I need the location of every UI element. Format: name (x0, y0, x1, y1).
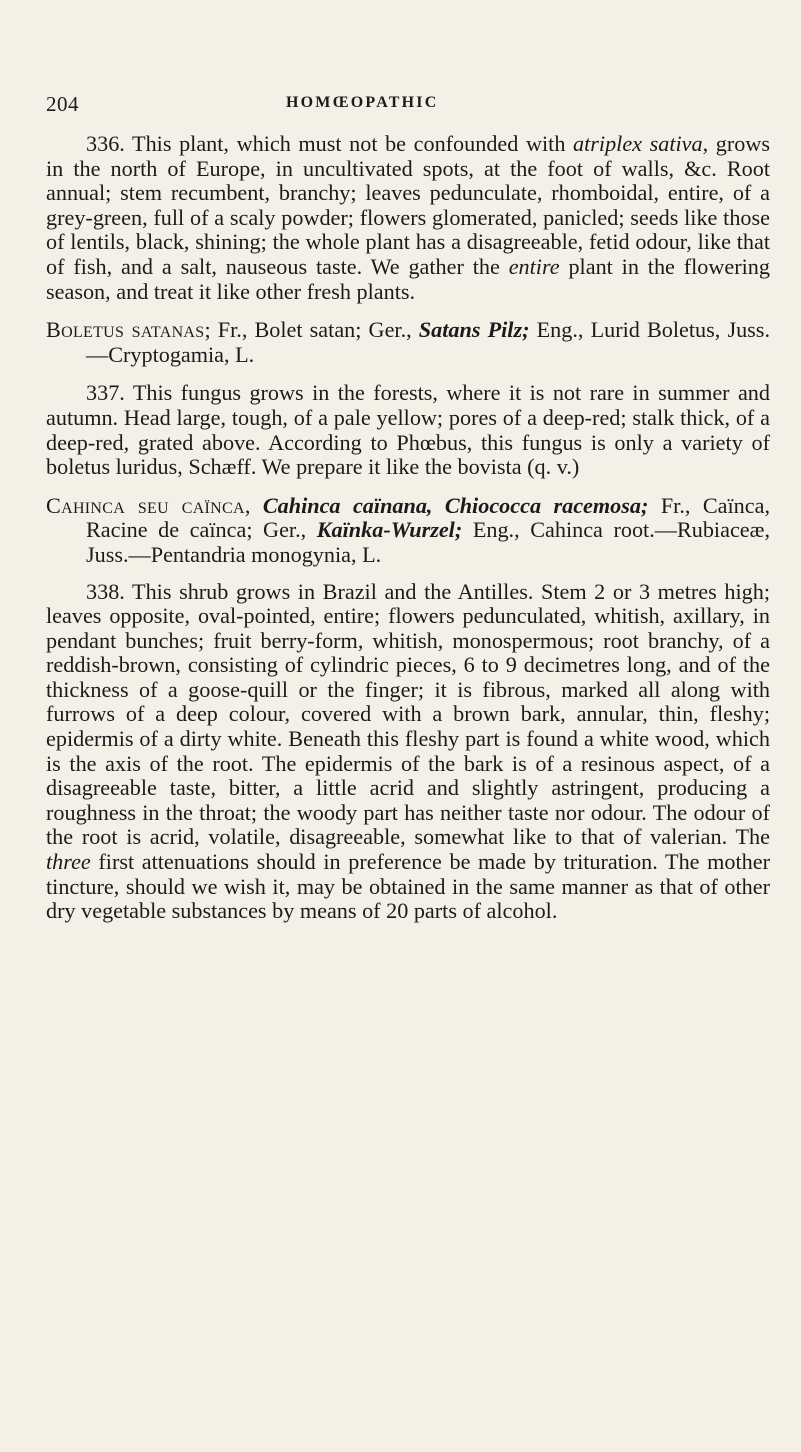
paragraph-336-end: plant in the flowering season, and treat it like other fresh plants. (46, 253, 770, 304)
paragraph-336 (46, 132, 770, 304)
three-term: three (46, 849, 91, 875)
paragraph-338-body: 338. This shrub grows in Brazil and the Antilles. Stem 2 or 3 metres high; leaves opposite, oval-pointed, entire; flowers pedunculated, whitish, axillary, in pendant bunches; fruit berry-form, whitish, monospermous; root branchy, of a reddish-brown, consisting of cylindric pieces, 6 to 9 decimetres long, and of the thickness of a goose-quill or the finger; it is fibrous, marked all along with furrows of a deep colour, covered with a brown bark, annular, thin, fleshy; epidermis of a dirty white. Beneath this fleshy part is found a white wood, which is the axis of the root. The epidermis of the bark is of a resinous aspect, of a disagreeable taste, bitter, a little acrid and slightly astringent, producing a roughness in the throat; the woody part has neither taste nor odour. The odour of the root is acrid, volatile, disagreeable, somewhat like to that of valerian. The (46, 578, 770, 850)
cahinca-synonyms: Fr., Caïnca, Racine de caïnca; Ger., (86, 492, 770, 543)
boletus-german-name: Satans Pilz; (418, 317, 530, 343)
running-head: HOMŒOPATHIC (286, 94, 439, 111)
page-header (46, 92, 606, 116)
cahinca-classification: Eng., Cahinca root.—Rubiaceæ, Juss.—Pentandria monogynia, L. (86, 517, 770, 567)
entry-cahinca (46, 494, 770, 568)
cahinca-heading: Cahinca seu caïnca (46, 492, 245, 518)
boletus-synonyms: ; Fr., Bolet satan; Ger., (204, 317, 419, 343)
cahinca-separator: , (244, 492, 263, 518)
paragraph-338 (46, 580, 770, 924)
boletus-heading: Boletus satanas (46, 317, 205, 343)
entry-boletus-satanas (46, 318, 770, 367)
page-number: 204 (46, 92, 79, 116)
paragraph-336-text: 336. This plant, which must not be confounded with (86, 131, 574, 156)
paragraph-337: 337. This fungus grows in the forests, where it is not rare in summer and autumn. Head large, tough, of a pale yellow; pores of a deep-red; stalk thick, of a deep-red, grated above. According to Phœbus, this fungus is only a variety of boletus luridus, Schæff. We prepare it like the bovista (q. v.) (46, 380, 770, 480)
entire-term: entire (508, 253, 560, 279)
atriplex-sativa-term: atriplex sativa (573, 131, 703, 156)
paragraph-338-end: first attenuations should in preference be made by trituration. The mother tincture, should we wish it, may be obtained in the same manner as that of other dry vegetable substances by means of 20 parts of alcohol. (46, 849, 770, 924)
page-body (46, 132, 770, 924)
paragraph-336-body: , grows in the north of Europe, in uncultivated spots, at the foot of walls, &c. Root annual; stem recumbent, branchy; leaves pedunculate, rhomboidal, entire, of a grey-green, full of a scaly powder; flowers glomerated, panicled; seeds like those of lentils, black, shining; the whole plant has a disagreeable, fetid odour, like that of fish, and a salt, nauseous taste. We gather the (46, 131, 771, 279)
boletus-classification: Eng., Lurid Boletus, Juss.—Cryptogamia, L. (86, 317, 770, 367)
cahinca-german-name: Kaïnka-Wurzel; (316, 517, 463, 543)
cahinca-latin-names: Cahinca caïnana, Chiococca racemosa; (262, 492, 649, 518)
